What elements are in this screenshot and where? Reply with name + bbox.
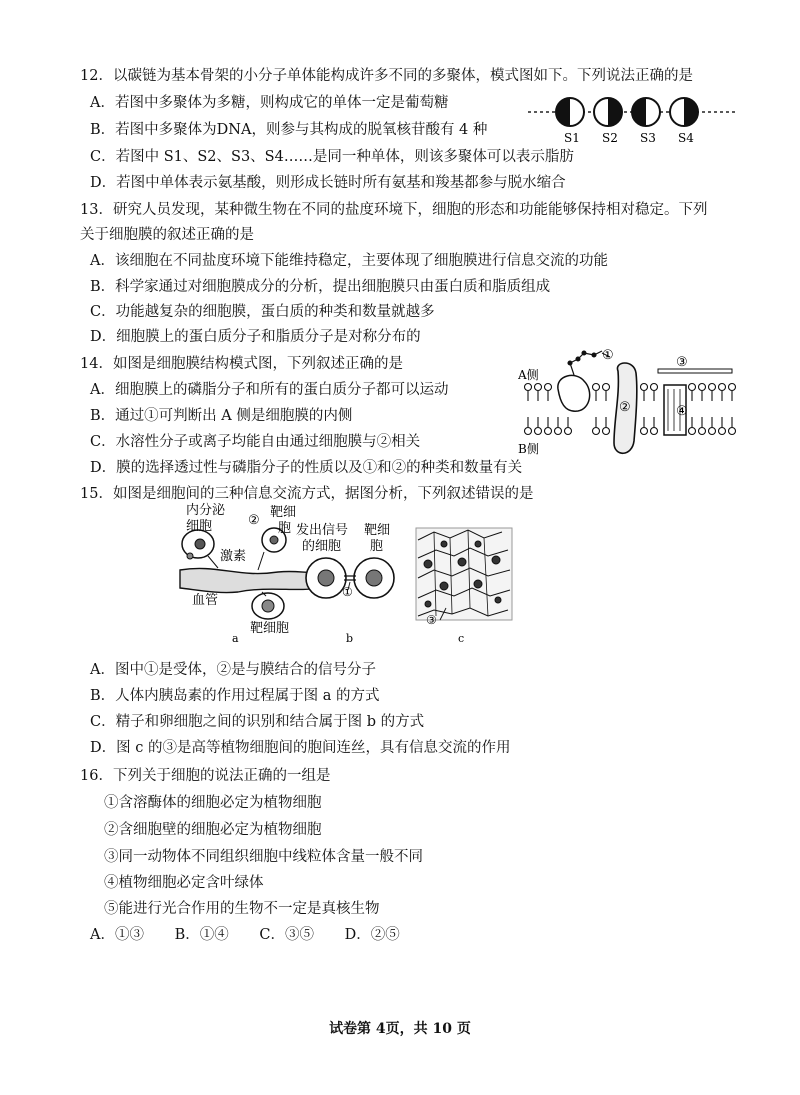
label-n3: ③ xyxy=(426,613,437,627)
label-n2: ② xyxy=(248,513,260,528)
label-signal: 发出信号 xyxy=(296,523,349,538)
monomer-s3 xyxy=(632,98,660,126)
q13-stem-line1: 13．研究人员发现，某种微生物在不同的盐度环境下，细胞的形态和功能能够保持相对稳定。下列 xyxy=(80,202,708,218)
q15-option-c: C．精子和卵细胞之间的识别和结合属于图 b 的方式 xyxy=(90,714,425,730)
q16-option-d: D．②⑤ xyxy=(344,927,400,943)
q12-option-c: C．若图中 S1、S2、S3、S4……是同一种单体，则该多聚体可以表示脂肪 xyxy=(90,149,574,165)
label-target: 靶细 xyxy=(270,505,297,520)
q14-stem: 14．如图是细胞膜结构模式图，下列叙述正确的是 xyxy=(80,356,403,372)
label-target-b2: 胞 xyxy=(370,539,384,554)
q12-option-b: B．若图中多聚体为DNA，则参与其构成的脱氧核苷酸有 4 种 xyxy=(90,122,488,138)
peripheral-protein xyxy=(558,375,590,411)
q16-item-2: ②含细胞壁的细胞必定为植物细胞 xyxy=(104,822,322,838)
polymer-figure xyxy=(528,92,738,148)
panel-c xyxy=(416,528,512,620)
q16-option-b: B．①④ xyxy=(174,927,229,943)
q15-option-a: A．图中①是受体，②是与膜结合的信号分子 xyxy=(90,662,376,678)
q13-option-b: B．科学家通过对细胞膜成分的分析，提出细胞膜只由蛋白质和脂质组成 xyxy=(90,279,551,295)
q13-option-c: C．功能越复杂的细胞膜，蛋白质的种类和数量就越多 xyxy=(90,304,435,320)
q16-item-5: ⑤能进行光合作用的生物不一定是真核生物 xyxy=(104,901,380,917)
label-s3: S3 xyxy=(640,131,656,145)
label-signal-cell: 的细胞 xyxy=(302,539,342,554)
monomer-s1 xyxy=(556,98,584,126)
signaling-figure xyxy=(178,500,513,642)
q16-option-c: C．③⑤ xyxy=(259,927,314,943)
a-side-label: A侧 xyxy=(518,368,539,382)
monomer-s4 xyxy=(670,98,698,126)
q12-stem: 12．以碳链为基本骨架的小分子单体能构成许多不同的多聚体，模式图如下。下列说法正确的是 xyxy=(80,68,693,84)
membrane-figure xyxy=(518,345,740,463)
q13-stem-line2: 关于细胞膜的叙述正确的是 xyxy=(80,227,254,243)
label-hormone: 激素 xyxy=(220,549,247,564)
label-target-b1: 靶细 xyxy=(364,523,391,538)
label-s1: S1 xyxy=(564,131,580,145)
q16-stem: 16．下列关于细胞的说法正确的一组是 xyxy=(80,768,331,784)
label-c: c xyxy=(458,632,465,642)
marker-4: ④ xyxy=(676,404,688,419)
q14-option-c: C．水溶性分子或离子均能自由通过细胞膜与②相关 xyxy=(90,434,421,450)
q15-option-d: D．图 c 的③是高等植物细胞间的胞间连丝，具有信息交流的作用 xyxy=(90,740,511,756)
q16-options xyxy=(90,925,426,945)
glycoprotein-chain xyxy=(570,351,602,375)
page-footer: 试卷第 4页，共 10 页 xyxy=(329,1021,471,1037)
monomer-s2 xyxy=(594,98,622,126)
q15-option-b: B．人体内胰岛素的作用过程属于图 a 的方式 xyxy=(90,688,380,704)
q13-option-d: D．细胞膜上的蛋白质分子和脂质分子是对称分布的 xyxy=(90,329,421,345)
q16-option-a: A．①③ xyxy=(90,927,144,943)
q13-option-a: A．该细胞在不同盐度环境下能维持稳定，主要体现了细胞膜进行信息交流的功能 xyxy=(90,253,608,269)
marker-1: ① xyxy=(602,348,614,363)
q14-option-a: A．细胞膜上的磷脂分子和所有的蛋白质分子都可以运动 xyxy=(90,382,449,398)
label-vessel: 血管 xyxy=(192,593,219,608)
q12-option-d: D．若图中单体表示氨基酸，则形成长链时所有氨基和羧基都参与脱水缩合 xyxy=(90,175,566,191)
marker-2: ② xyxy=(619,400,631,415)
label-s2: S2 xyxy=(602,131,618,145)
q15-stem: 15．如图是细胞间的三种信息交流方式，据图分析，下列叙述错误的是 xyxy=(80,486,534,502)
marker-3: ③ xyxy=(676,355,688,370)
label-endocrine: 内分泌 xyxy=(186,503,226,518)
b-side-label: B侧 xyxy=(518,442,539,456)
q14-option-d: D．膜的选择透过性与磷脂分子的性质以及①和②的种类和数量有关 xyxy=(90,460,523,476)
label-b: b xyxy=(346,632,354,642)
label-target2: 胞 xyxy=(278,521,292,536)
blood-vessel xyxy=(180,568,318,592)
label-a: a xyxy=(232,632,239,642)
label-cell: 细胞 xyxy=(186,519,213,534)
q16-item-1: ①含溶酶体的细胞必定为植物细胞 xyxy=(104,795,322,811)
label-n1: ① xyxy=(342,585,353,599)
label-target-cell: 靶细胞 xyxy=(250,621,290,636)
q16-item-4: ④植物细胞必定含叶绿体 xyxy=(104,875,264,891)
q12-option-a: A．若图中多聚体为多糖，则构成它的单体一定是葡萄糖 xyxy=(90,95,449,111)
label-s4: S4 xyxy=(678,131,694,145)
q16-item-3: ③同一动物体不同组织细胞中线粒体含量一般不同 xyxy=(104,849,423,865)
q14-option-b: B．通过①可判断出 A 侧是细胞膜的内侧 xyxy=(90,408,353,424)
